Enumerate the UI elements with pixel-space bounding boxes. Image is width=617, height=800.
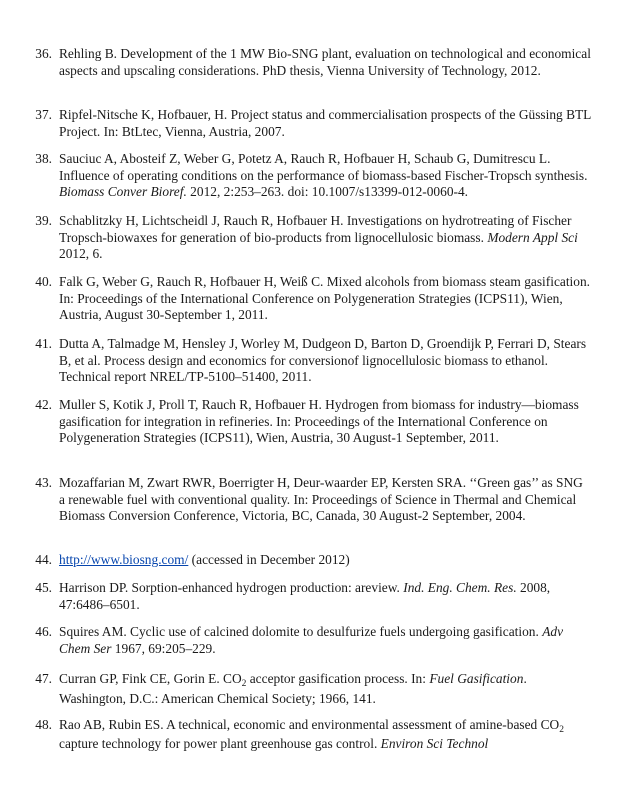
reference-text: Squires AM. Cyclic use of calcined dolomite to desulfurize fuels undergoing gasification. Adv Chem Ser 1967, 69:205–229. (59, 624, 564, 656)
reference-number: 36. (35, 46, 52, 61)
journal-name: Biomass Conver Bioref. (59, 184, 187, 200)
journal-name: Ind. Eng. Chem. Res. (403, 580, 517, 595)
reference-number: 41. (35, 336, 52, 351)
reference-number: 42. (35, 397, 52, 412)
reference-number: 46. (35, 624, 52, 639)
reference-number: 43. (35, 475, 52, 490)
reference-number: 45. (35, 580, 52, 595)
reference-text: Muller S, Kotik J, Proll T, Rauch R, Hofbauer H. Hydrogen from biomass for industry—biomass gasification for integration in refineries. In: Proceedings of the International Conference on Polygeneration Strategies (ICPS11), Wien, Austria, 30 August-1 September, 2011. (59, 397, 579, 446)
reference-number: 47. (35, 671, 52, 686)
journal-name: Adv Chem Ser (59, 624, 564, 656)
reference-text: Rao AB, Rubin ES. A technical, economic and environmental assessment of amine-based $CO_2$ capture technology for power plant greenhouse gas control. Environ Sci Technol (59, 717, 564, 751)
reference-text: http://www.biosng.com/ (accessed in December 2012) (59, 552, 350, 567)
reference-text: Dutta A, Talmadge M, Hensley J, Worley M, Dudgeon D, Barton D, Groendijk P, Ferrari D, Stears B, et al. Process design and economics for conversionof lignocellulosic biomass to ethanol. Technical report NREL/TP-5100–51400, 2011. (59, 336, 587, 385)
reference-number: 40. (35, 274, 52, 289)
reference-number: 48. (35, 717, 52, 732)
reference-text: Schablitzky H, Lichtscheidl J, Rauch R, Hofbauer H. Investigations on hydrotreating of Fischer Tropsch-biowaxes for generation of bio-products from lignocellulosic biomass. Modern Appl Sci 2012, 6. (59, 213, 578, 262)
reference-text: Curran GP, Fink CE, Gorin E. $CO_2$ acceptor gasification process. In: Fuel Gasification. Washington, D.C.: American Chemical Society; 1966, 141. (59, 671, 527, 706)
journal-name: Modern Appl Sci (487, 229, 578, 245)
reference-text: Mozaffarian M, Zwart RWR, Boerrigter H, Deur-waarder EP, Kersten SRA. ‘‘Green gas’’ as SNG a renewable fuel with conventional quality. In: Proceedings of Science in Thermal and Chemical Biomass Conversion Conference, Victoria, BC, Canada, 30 August-2 September, 2004. (59, 475, 583, 524)
reference-number: 39. (35, 213, 52, 228)
reference-number: 38. (35, 151, 52, 166)
biosng-link[interactable]: http://www.biosng.com/ (59, 552, 189, 567)
journal-name: Fuel Gasification (429, 671, 524, 686)
reference-text: Rehling B. Development of the 1 MW Bio-SNG plant, evaluation on technological and economical aspects and upscaling considerations. PhD thesis, Vienna University of Technology, 2012. (59, 46, 591, 78)
reference-text: Sauciuc A, Abosteif Z, Weber G, Potetz A, Rauch R, Hofbauer H, Schaub G, Dumitrescu L. Influence of operating conditions on the performance of biomass-based Fischer-Tropsch synthesis. Biomass Conver Bioref. 2012, 2:253–263. doi: 10.1007/s13399-012-0060-4. (59, 151, 588, 200)
reference-text: Ripfel-Nitsche K, Hofbauer, H. Project status and commercialisation prospects of the Güssing BTL Project. In: BtLtec, Vienna, Austria, 2007. (59, 107, 591, 139)
journal-name: Environ Sci Technol (380, 736, 489, 751)
reference-text: Falk G, Weber G, Rauch R, Hofbauer H, Weiß C. Mixed alcohols from biomass steam gasification. In: Proceedings of the International Conference on Polygeneration Strategies (ICPS11), Wien, Austria, August 30-September 1, 2011. (59, 274, 591, 323)
reference-number: 37. (35, 107, 52, 122)
reference-text: Harrison DP. Sorption-enhanced hydrogen production: areview. Ind. Eng. Chem. Res. 2008, 47:6486–6501. (59, 580, 551, 612)
subscript-2: 2 (559, 725, 564, 735)
reference-number: 44. (35, 552, 52, 567)
subscript-2: 2 (241, 679, 247, 689)
